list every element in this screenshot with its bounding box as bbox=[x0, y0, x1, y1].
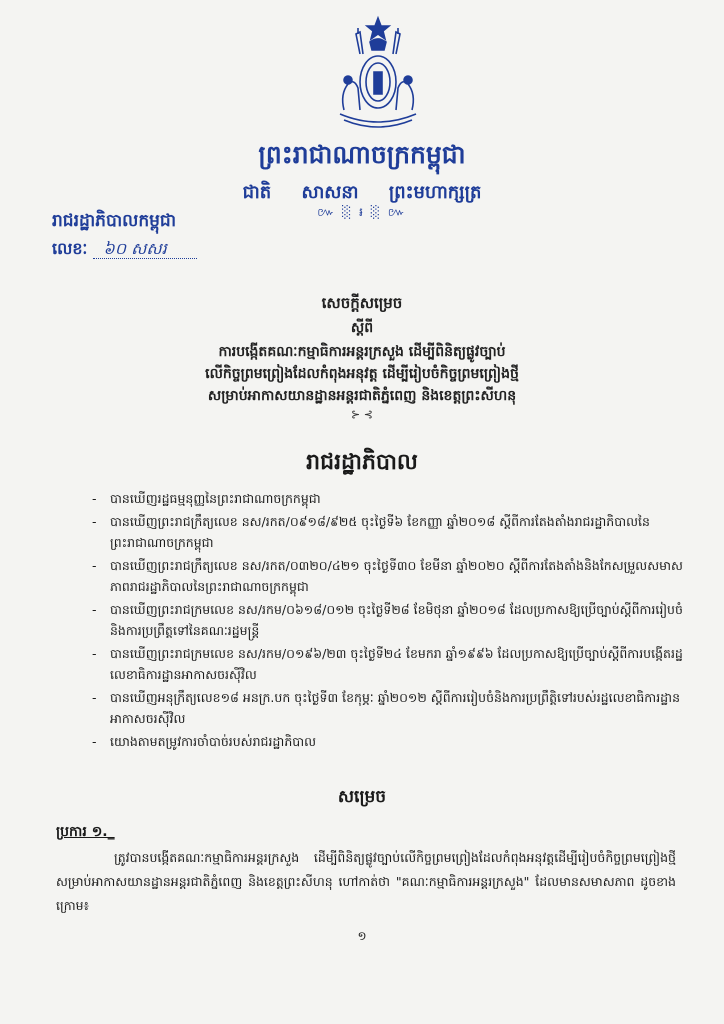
document-number-value: ៦០ សសរ bbox=[93, 239, 196, 259]
decision-title: សេចក្ដីសម្រេច bbox=[321, 294, 403, 312]
list-item: - យោងតាមតម្រូវការចាំបាច់របស់រាជរដ្ឋាភិបាល bbox=[92, 731, 692, 752]
decision-subject-line-3: សម្រាប់អាកាសយានដ្ឋានអន្តរជាតិភ្នំពេញ និងខេត្តព្រះសីហនុ bbox=[207, 388, 517, 404]
article-1-label: ប្រការ ១._ bbox=[56, 824, 115, 840]
list-item: - បានឃើញព្រះរាជក្រមលេខ នស/រកម/០៦១៨/០១២ ចុះថ្ងៃទី២៨ ខែមិថុនា ឆ្នាំ២០១៨ ដែលប្រកាសឱ្យប្រើច្បាប់ស្ដីពីការរៀបចំនិងការប្រព្រឹត្តទៅនៃគណៈរដ្ឋមន្ត្រី bbox=[92, 599, 692, 641]
document-number bbox=[52, 238, 197, 262]
page-number: ១ bbox=[357, 929, 367, 943]
document-number-label: លេខៈ bbox=[52, 239, 88, 258]
list-item: - បានឃើញរដ្ឋធម្មនុញ្ញនៃព្រះរាជាណាចក្រកម្ពុជា bbox=[92, 488, 692, 509]
list-item: - បានឃើញព្រះរាជក្រមលេខ នស/រកម/០១៩៦/២៣ ចុះថ្ងៃទី២៤ ខែមករា ឆ្នាំ១៩៩៦ ដែលប្រកាសឱ្យប្រើច្បាប់ស្ដីពីការបង្កើតរដ្ឋលេខាធិការដ្ឋានអាកាសចរស៊ីវិល bbox=[92, 643, 692, 685]
issuing-government: រាជរដ្ឋាភិបាលកម្ពុជា bbox=[52, 211, 177, 231]
motto-ornament: ៚ ░ ៛ ░ ៚ bbox=[317, 205, 407, 219]
national-motto: ជាតិ សាសនា ព្រះមហាក្សត្រ bbox=[242, 182, 482, 203]
decision-subject-label: ស្ដីពី bbox=[350, 320, 374, 336]
royal-arms-of-cambodia-icon bbox=[330, 14, 426, 132]
article-1-text: ត្រូវបានបង្កើតគណៈកម្មាធិការអន្តរក្រសួង ដើម្បីពិនិត្យផ្លូវច្បាប់លើកិច្ចព្រមព្រៀងដែលកំពុងអនុវត្តដើម្បីរៀបចំកិច្ចព្រមព្រៀងថ្មីសម្រាប់អាកាសយានដ្ឋានអន្តរជាតិភ្នំពេញ និងខេត្តព្រះសីហនុ ហៅកាត់ថា "គណៈកម្មាធិការអន្តរក្រសួង" ដែលមានសមាសភាព ដូចខាងក្រោម៖ bbox=[56, 850, 676, 913]
decision-subject-line-2: លើកិច្ចព្រមព្រៀងដែលកំពុងអនុវត្ត ដើម្បីរៀបចំកិច្ចព្រមព្រៀងថ្មី bbox=[205, 366, 519, 382]
list-item: - បានឃើញអនុក្រឹត្យលេខ១៨ អនក្រ.បក ចុះថ្ងៃទី៣ ខែកុម្ភៈ ឆ្នាំ២០១២ ស្ដីពីការរៀបចំនិងការប្រព្រឹត្តិទៅរបស់រដ្ឋលេខាធិការដ្ឋានអាកាសចរស៊ីវិល bbox=[92, 687, 692, 729]
government-heading: រាជរដ្ឋាភិបាល bbox=[306, 450, 418, 475]
decision-subject-line-1: ការបង្កើតគណៈកម្មាធិការអន្តរក្រសួង ដើម្បីពិនិត្យផ្លូវច្បាប់ bbox=[218, 344, 506, 360]
title-ornament: ⊱ ⊰ bbox=[351, 408, 373, 421]
list-item: - បានឃើញព្រះរាជក្រឹត្យលេខ នស/រកត/០៣២០/៤២១ ចុះថ្ងៃទី៣០ ខែមីនា ឆ្នាំ២០២០ ស្ដីពីការតែងតាំងនិងកែសម្រួលសមាសភាពរាជរដ្ឋាភិបាលនៃព្រះរាជាណាចក្រកម្ពុជា bbox=[92, 555, 692, 597]
considerations-list bbox=[92, 488, 692, 754]
list-item: - បានឃើញព្រះរាជក្រឹត្យលេខ នស/រកត/០៩១៨/៩២៥ ចុះថ្ងៃទី៦ ខែកញ្ញា ឆ្នាំ២០១៨ ស្ដីពីការតែងតាំងរាជរដ្ឋាភិបាលនៃព្រះរាជាណាចក្រកម្ពុជា bbox=[92, 511, 692, 553]
decide-heading: សម្រេច bbox=[337, 787, 387, 807]
kingdom-name: ព្រះរាជាណាចក្រកម្ពុជា bbox=[258, 140, 466, 169]
